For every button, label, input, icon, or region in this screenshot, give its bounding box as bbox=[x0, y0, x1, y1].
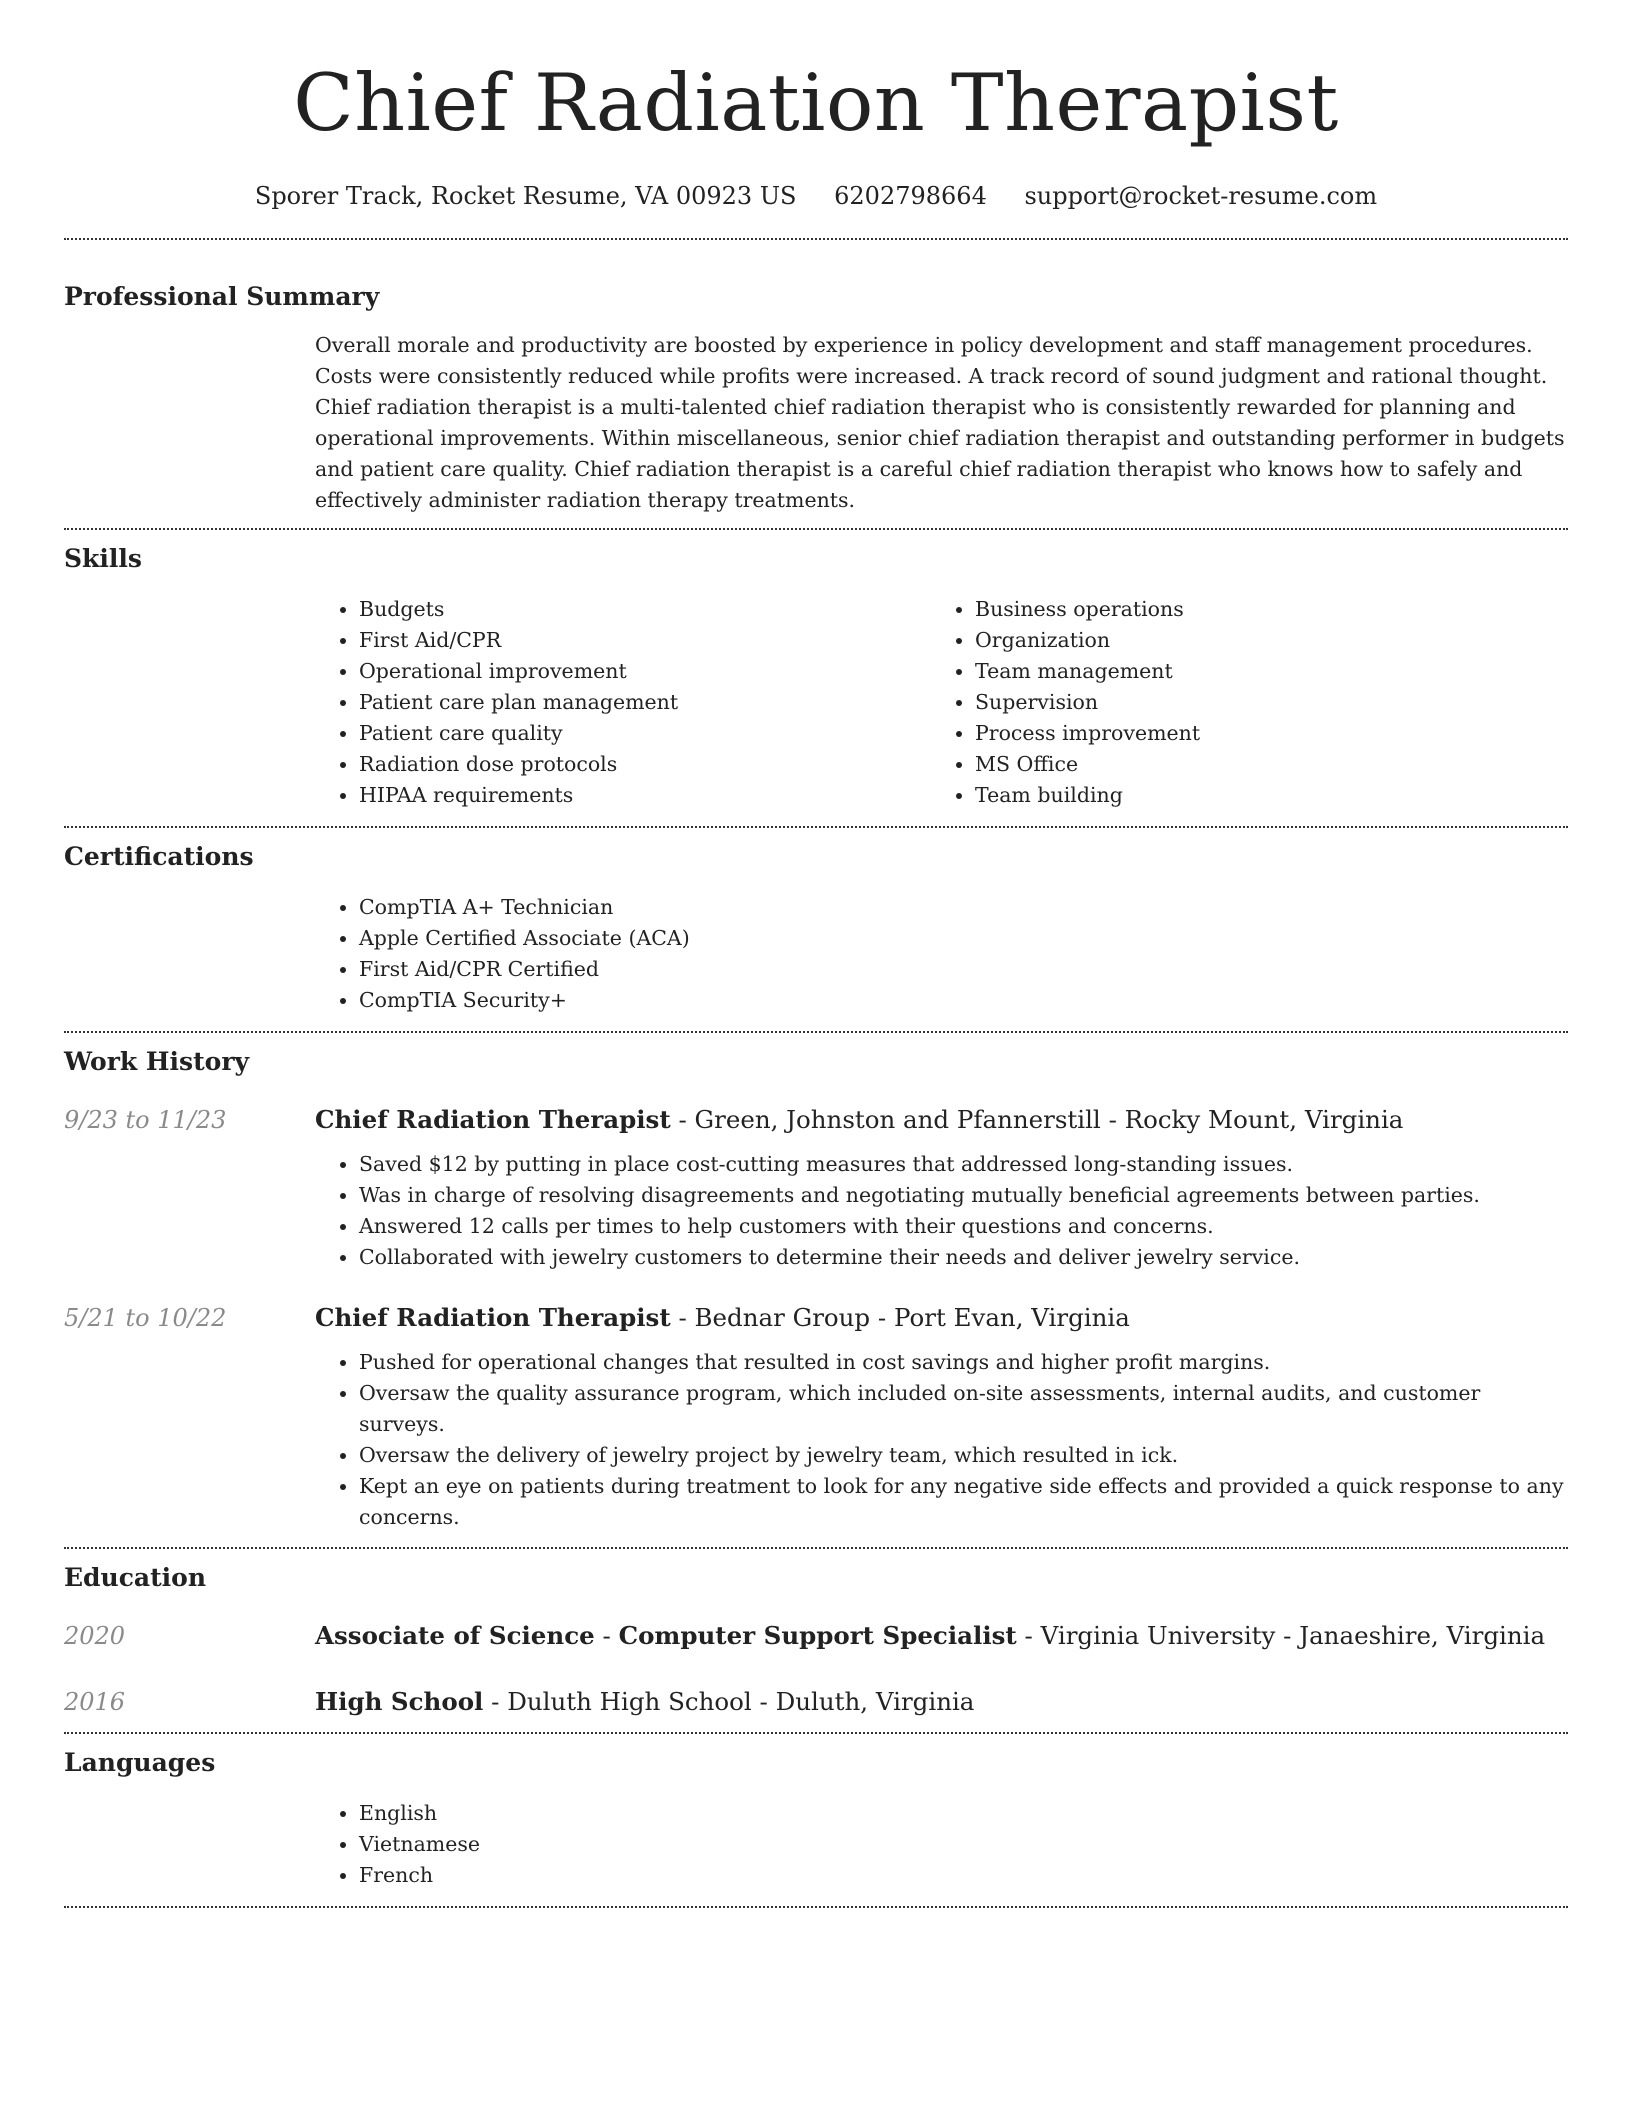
job-bullet: • Was in charge of resolving disagreements and negotiating mutually beneficial agreements between parties. bbox=[359, 1180, 1568, 1211]
skill-item: • Organization bbox=[975, 625, 1547, 656]
certification-item: • Apple Certified Associate (ACA) bbox=[359, 923, 1568, 954]
job-role: Chief Radiation Therapist bbox=[315, 1105, 671, 1134]
skill-item: • Operational improvement bbox=[359, 656, 931, 687]
education-location: Janaeshire, Virginia bbox=[1299, 1621, 1546, 1650]
section-title-summary: Professional Summary bbox=[64, 282, 380, 311]
certification-item: • CompTIA A+ Technician bbox=[359, 892, 1568, 923]
certification-item: • CompTIA Security+ bbox=[359, 985, 1568, 1016]
skill-item: • Radiation dose protocols bbox=[359, 749, 931, 780]
job-entry bbox=[64, 1102, 1568, 1273]
skill-item: • First Aid/CPR bbox=[359, 625, 931, 656]
section-title-skills: Skills bbox=[64, 544, 142, 573]
job-location: Rocky Mount, Virginia bbox=[1124, 1105, 1404, 1134]
language-item: • Vietnamese bbox=[359, 1829, 1568, 1860]
job-bullets bbox=[315, 1347, 1568, 1533]
education-degree: Associate of Science bbox=[315, 1621, 595, 1650]
section-title-work: Work History bbox=[64, 1047, 250, 1076]
skill-item: • Patient care plan management bbox=[359, 687, 931, 718]
job-bullet: • Collaborated with jewelry customers to determine their needs and deliver jewelry service. bbox=[359, 1242, 1568, 1273]
job-location: Port Evan, Virginia bbox=[894, 1303, 1130, 1332]
section-title-certifications: Certifications bbox=[64, 842, 254, 871]
job-bullet: • Saved $12 by putting in place cost-cutting measures that addressed long-standing issues. bbox=[359, 1149, 1568, 1180]
skill-item: • Business operations bbox=[975, 594, 1547, 625]
skills-list-left bbox=[315, 594, 931, 811]
education-year: 2020 bbox=[64, 1622, 126, 1650]
education-entry bbox=[64, 1618, 1568, 1654]
skill-item: • HIPAA requirements bbox=[359, 780, 931, 811]
skills-list-right bbox=[931, 594, 1547, 811]
education-school: Duluth High School bbox=[507, 1687, 752, 1716]
education-section bbox=[64, 1549, 1568, 1732]
education-school: Virginia University bbox=[1040, 1621, 1276, 1650]
certifications-section bbox=[64, 828, 1568, 1031]
job-title-line: Chief Radiation Therapist - Bednar Group - Port Evan, Virginia bbox=[315, 1303, 1130, 1332]
job-bullet: • Answered 12 calls per times to help customers with their questions and concerns. bbox=[359, 1211, 1568, 1242]
job-entry bbox=[64, 1300, 1568, 1547]
languages-section bbox=[64, 1734, 1568, 1906]
education-line: Associate of Science - Computer Support Specialist - Virginia University - Janaeshire, Virginia bbox=[315, 1621, 1546, 1650]
education-entry bbox=[64, 1684, 1568, 1732]
summary-section bbox=[64, 240, 1568, 528]
work-section bbox=[64, 1033, 1568, 1547]
skill-item: • Patient care quality bbox=[359, 718, 931, 749]
skills-section bbox=[64, 530, 1568, 826]
education-location: Duluth, Virginia bbox=[775, 1687, 975, 1716]
certification-item: • First Aid/CPR Certified bbox=[359, 954, 1568, 985]
education-field: Computer Support Specialist bbox=[618, 1621, 1017, 1650]
language-item: • English bbox=[359, 1798, 1568, 1829]
job-bullet: • Pushed for operational changes that resulted in cost savings and higher profit margins. bbox=[359, 1347, 1568, 1378]
languages-list bbox=[315, 1798, 1568, 1891]
skill-item: • Budgets bbox=[359, 594, 931, 625]
education-year: 2016 bbox=[64, 1688, 126, 1716]
skill-item: • Supervision bbox=[975, 687, 1547, 718]
skill-item: • Team building bbox=[975, 780, 1547, 811]
skill-item: • Team management bbox=[975, 656, 1547, 687]
education-line: High School - Duluth High School - Duluth, Virginia bbox=[315, 1687, 975, 1716]
skill-item: • MS Office bbox=[975, 749, 1547, 780]
section-divider bbox=[64, 1906, 1568, 1908]
job-company: Bednar Group bbox=[694, 1303, 871, 1332]
certifications-list bbox=[315, 892, 1568, 1016]
contact-address: Sporer Track, Rocket Resume, VA 00923 US bbox=[254, 182, 797, 210]
job-dates: 5/21 to 10/22 bbox=[64, 1304, 227, 1332]
summary-text: Overall morale and productivity are boosted by experience in policy development and staff management procedures. Costs were consistently reduced while profits were increased. A track record of sound judgment and rational thought. Chief radiation therapist is a multi-talented chief radiation therapist who is consistently rewarded for planning and operational improvements. Within miscellaneous, senior chief radiation therapist and outstanding performer in budgets and patient care quality. Chief radiation therapist is a careful chief radiation therapist who knows how to safely and effectively administer radiation therapy treatments. bbox=[315, 333, 1565, 512]
contact-email: support@rocket-resume.com bbox=[1024, 182, 1378, 210]
job-company: Green, Johnston and Pfannerstill bbox=[694, 1105, 1101, 1134]
education-degree: High School bbox=[315, 1687, 484, 1716]
job-bullet: • Kept an eye on patients during treatment to look for any negative side effects and provided a quick response to any concerns. bbox=[359, 1471, 1568, 1533]
skill-item: • Process improvement bbox=[975, 718, 1547, 749]
section-title-languages: Languages bbox=[64, 1748, 216, 1777]
job-bullet: • Oversaw the quality assurance program, which included on-site assessments, internal audits, and customer surveys. bbox=[359, 1378, 1568, 1440]
job-bullets bbox=[315, 1149, 1568, 1273]
contact-phone: 6202798664 bbox=[834, 182, 987, 210]
resume-name: Chief Radiation Therapist bbox=[293, 57, 1339, 149]
section-title-education: Education bbox=[64, 1563, 207, 1592]
contact-line bbox=[64, 178, 1568, 214]
job-dates: 9/23 to 11/23 bbox=[64, 1106, 227, 1134]
job-bullet: • Oversaw the delivery of jewelry project by jewelry team, which resulted in ick. bbox=[359, 1440, 1568, 1471]
language-item: • French bbox=[359, 1860, 1568, 1891]
job-role: Chief Radiation Therapist bbox=[315, 1303, 671, 1332]
job-title-line: Chief Radiation Therapist - Green, Johnston and Pfannerstill - Rocky Mount, Virginia bbox=[315, 1105, 1404, 1134]
